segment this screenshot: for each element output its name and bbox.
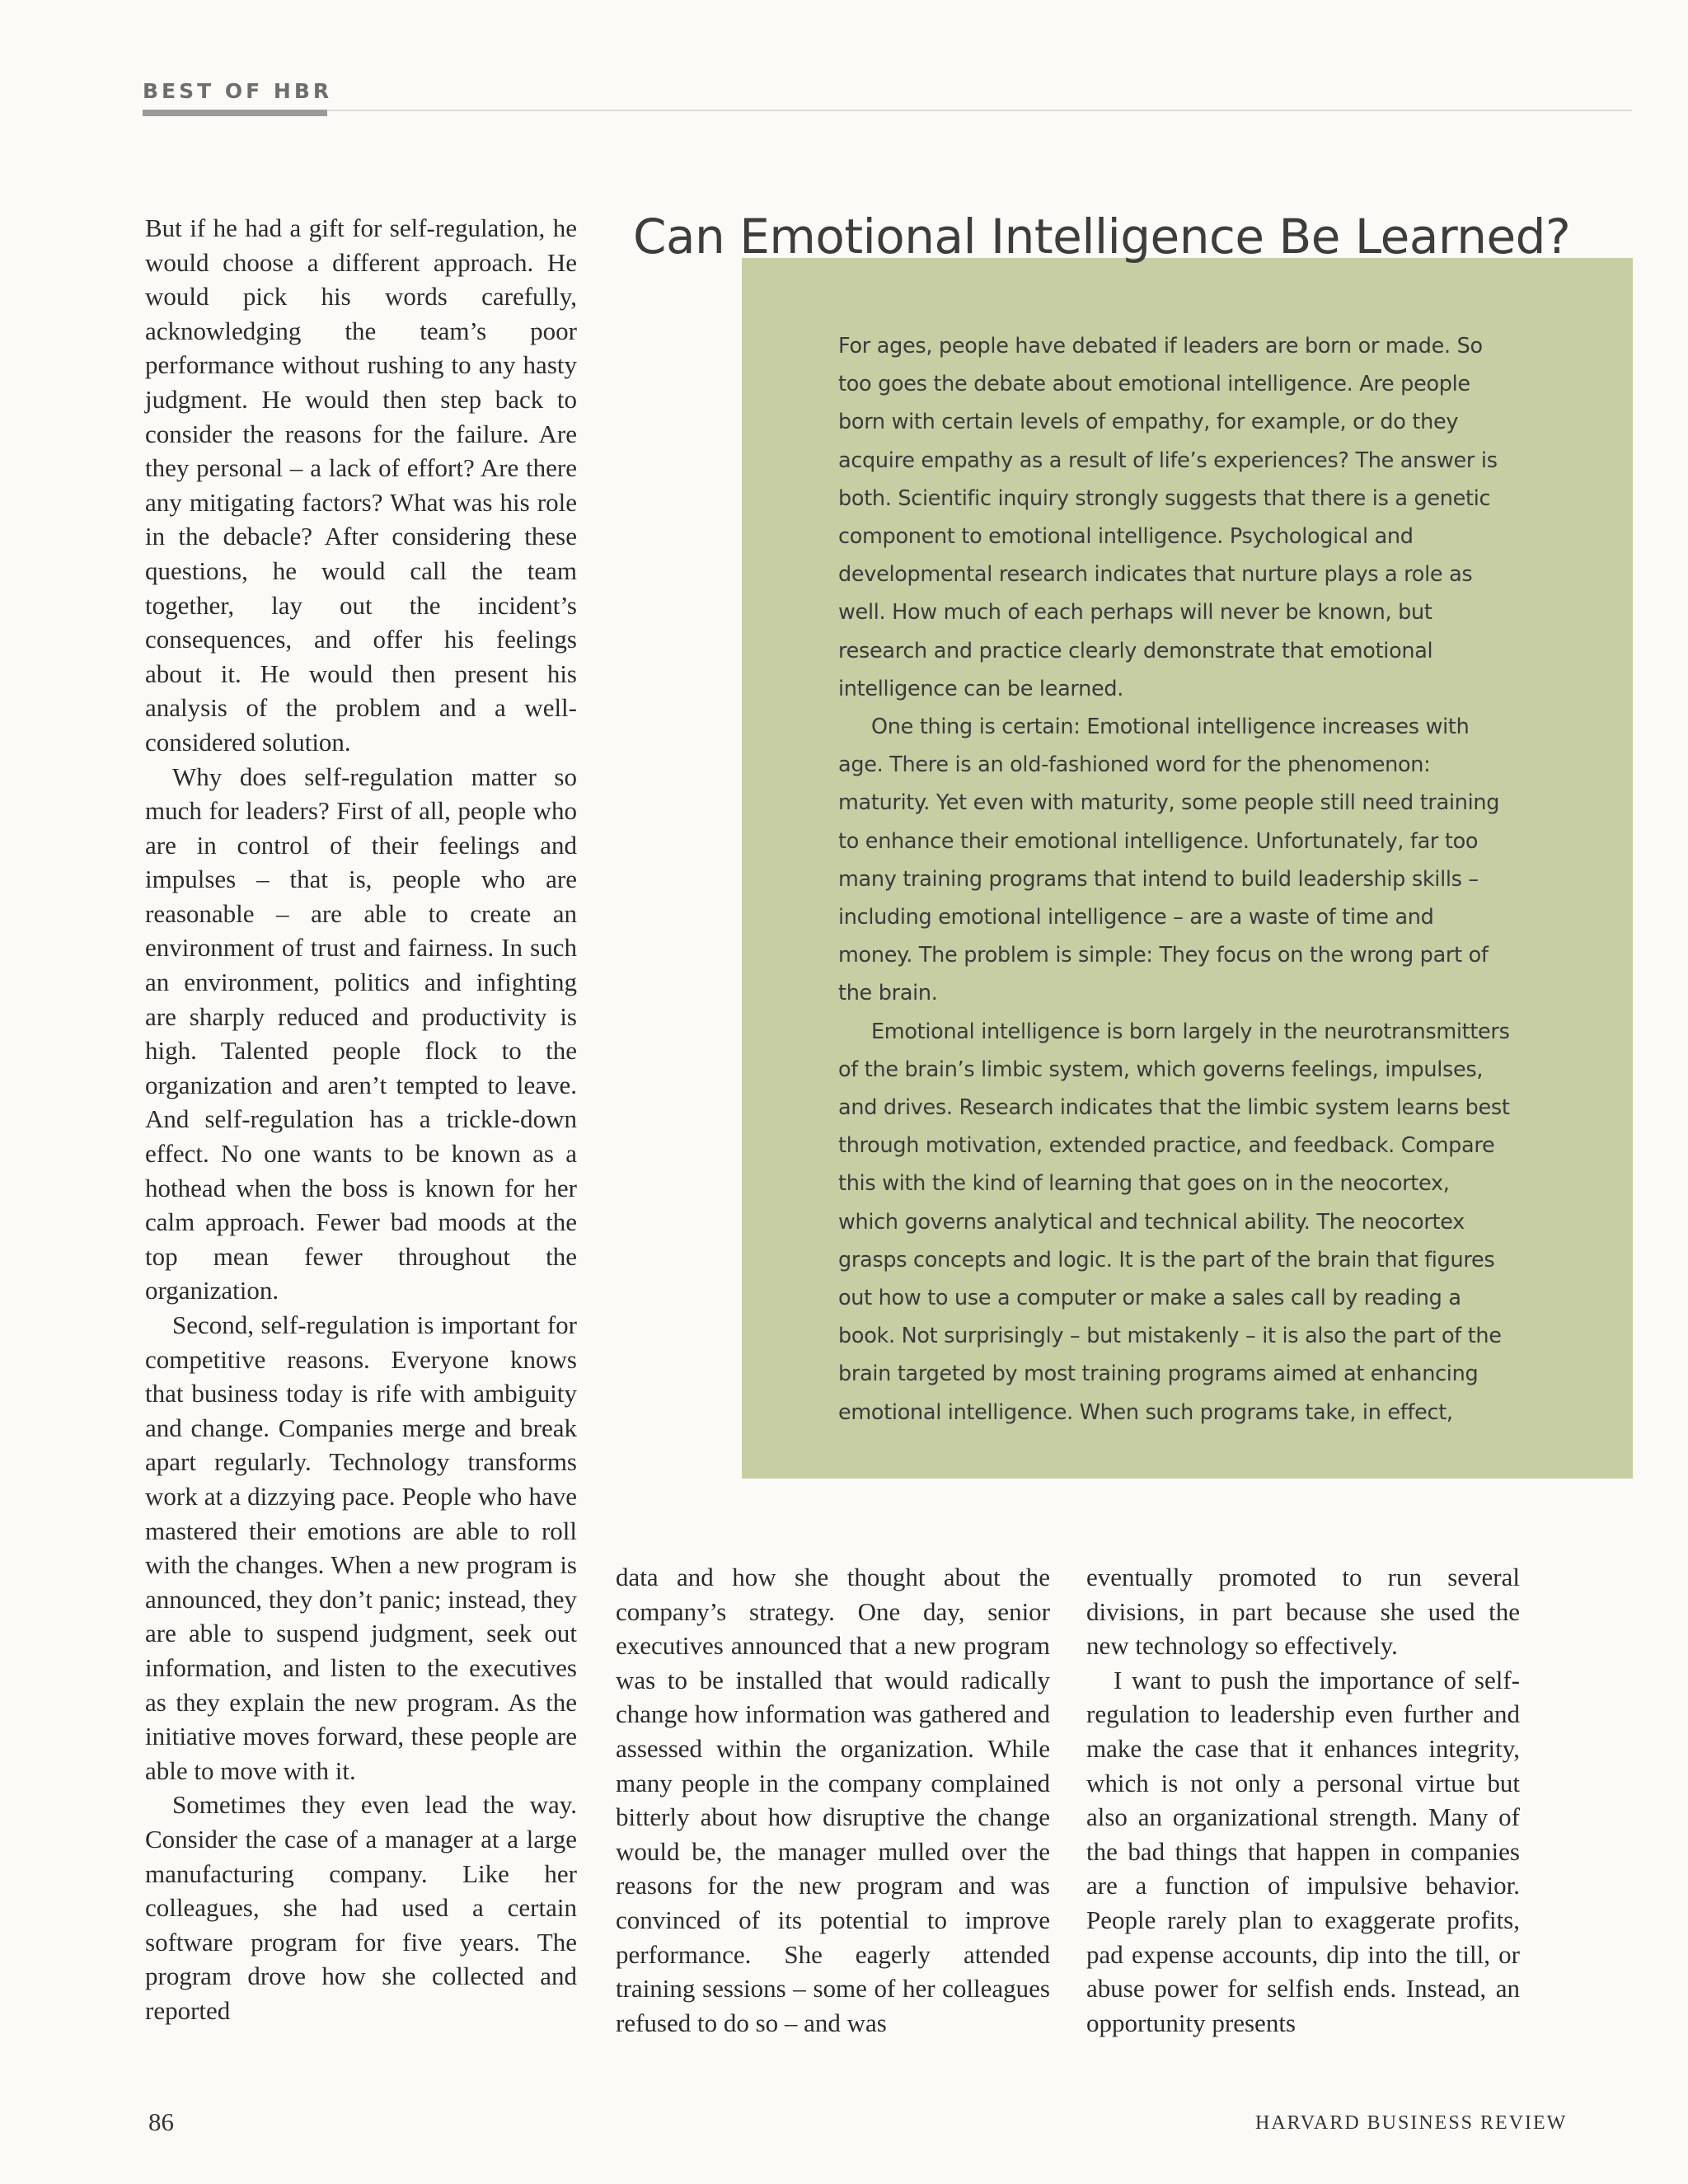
- publication-name: HARVARD BUSINESS REVIEW: [1255, 2112, 1568, 2134]
- paragraph: Sometimes they even lead the way. Consider the case of a manager at a large manufacturing company. Like her colleagues, she had used a certain software program for five years. The program drove how she collected and reported: [145, 1790, 577, 2025]
- sidebar-text: [838, 327, 1512, 1432]
- paragraph: Second, self-regulation is important for competitive reasons. Everyone knows that business today is rife with ambiguity and change. Companies merge and break apart regularly. Technology transforms work at a dizzying pace. People who have mastered their emotions are able to roll with the changes. When a new program is announced, they don’t panic; instead, they are able to suspend judgment, seek out information, and listen to the executives as they explain the new program. As the initiative moves forward, these people are able to move with it.: [145, 1310, 577, 1785]
- paragraph: But if he had a gift for self-regulation, he would choose a different approach. He would pick his words carefully, acknowledging the team’s poor performance without rushing to any hasty judgment. He would then step back to consider the reasons for the failure. Are they personal – a lack of effort? Are there any mitigating factors? What was his role in the debacle? After considering these questions, he would call the team together, lay out the incident’s consequences, and offer his feelings about it. He would then present his analysis of the problem and a well-considered solution.: [145, 213, 577, 757]
- section-header-bar: [143, 110, 327, 116]
- paragraph: I want to push the importance of self-regulation to leadership even further and make the case that it enhances integrity, which is not only a personal virtue but also an organizational strength. Many of the bad things that happen in companies are a function of impulsive behavior. People rarely plan to exaggerate profits, pad expense accounts, dip into the till, or abuse power for selfish ends. Instead, an opportunity presents: [1086, 1665, 1520, 2037]
- sidebar-title: Can Emotional Intelligence Be Learned?: [633, 209, 1571, 265]
- paragraph: data and how she thought about the company’s strategy. One day, senior executives announced that a new program was to be installed that would radically change how information was gathered and assessed within the organization. While many people in the company complained bitterly about how disruptive the change would be, the manager mulled over the reasons for the new program and was convinced of its potential to improve performance. She eagerly attended training sessions – some of her colleagues refused to do so – and was: [616, 1563, 1050, 2037]
- paragraph: Why does self-regulation matter so much for leaders? First of all, people who are in control of their feelings and impulses – that is, people who are reasonable – are able to create an environment of trust and fairness. In such an environment, politics and infighting are sharply reduced and productivity is high. Talented people flock to the organization and aren’t tempted to leave. And self-regulation has a trickle-down effect. No one wants to be known as a hothead when the boss is known for her calm approach. Fewer bad moods at the top mean fewer throughout the organization.: [145, 762, 577, 1305]
- sidebar-paragraph: For ages, people have debated if leaders are born or made. So too goes the debate about emotional intelligence. Are people born with certain levels of empathy, for example, or do they acquire empathy as a result of life’s experiences? The answer is both. Scientific inquiry strongly suggests that there is a genetic component to emotional intelligence. Psychological and developmental research indicates that nurture plays a role as well. How much of each perhaps will never be known, but research and practice clearly demonstrate that emotional intelligence can be learned.: [838, 334, 1498, 701]
- header-rule: [327, 110, 1632, 111]
- sidebar-paragraph: One thing is certain: Emotional intelligence increases with age. There is an old-fashioned word for the phenomenon: maturity. Yet even with maturity, some people still need training to enhance their emotional intelligence. Unfortunately, far too many training programs that intend to build leadership skills – including emotional intelligence – are a waste of time and money. The problem is simple: They focus on the wrong part of the brain.: [838, 715, 1500, 1006]
- article-column-left: [145, 211, 577, 2027]
- paragraph: eventually promoted to run several divisions, in part because she used the new technology so effectively.: [1086, 1563, 1520, 1661]
- sidebar-paragraph: Emotional intelligence is born largely in the neurotransmitters of the brain’s limbic system, which governs feelings, impulses, and drives. Research indicates that the limbic system learns best through motivation, extended practice, and feedback. Compare this with the kind of learning that goes on in the neocortex, which governs analytical and technical ability. The neocortex grasps concepts and logic. It is the part of the brain that figures out how to use a computer or make a sales call by reading a book. Not surprisingly – but mistakenly – it is also the part of the brain targeted by most training programs aimed at enhancing emotional intelligence. When such programs take, in effect,: [838, 1019, 1510, 1425]
- section-header-label: BEST OF HBR: [143, 79, 333, 103]
- article-column-middle: [616, 1560, 1050, 2040]
- page-number: 86: [148, 2107, 174, 2136]
- article-column-right: [1086, 1560, 1520, 2040]
